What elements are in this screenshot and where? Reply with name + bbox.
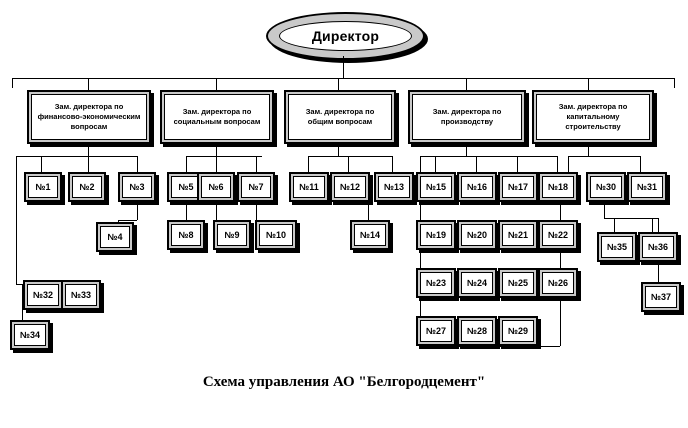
unit-9[interactable]	[213, 220, 251, 250]
unit-30-label: №30	[595, 182, 617, 192]
unit-3[interactable]	[118, 172, 156, 202]
connector-deputy2-stem	[216, 144, 217, 156]
connector-unit17-to-right-spine	[517, 202, 560, 203]
unit-27-inner	[420, 320, 452, 342]
connector-deputy5-to-unit31	[640, 156, 641, 172]
unit-10-inner	[259, 224, 293, 246]
unit-25-inner	[502, 272, 534, 294]
unit-20-label: №20	[466, 230, 488, 240]
unit-34-inner	[14, 324, 46, 346]
connector-deputy2-to-unit6	[216, 156, 217, 172]
connector-bus-to-deputy-1	[88, 78, 89, 90]
unit-7[interactable]	[237, 172, 275, 202]
connector-deputy1-to-unit1	[41, 156, 42, 172]
unit-6[interactable]	[197, 172, 235, 202]
unit-21[interactable]	[498, 220, 538, 250]
unit-19-inner	[420, 224, 452, 246]
unit-4-inner	[100, 226, 130, 248]
unit-25-label: №25	[507, 278, 529, 288]
unit-14[interactable]	[350, 220, 390, 250]
unit-35[interactable]	[597, 232, 637, 262]
connector-deputy2-bus	[186, 156, 262, 157]
unit-30[interactable]	[586, 172, 626, 202]
unit-3-inner	[122, 176, 152, 198]
connector-matrix-bottom	[420, 346, 560, 347]
unit-19-label: №19	[425, 230, 447, 240]
diagram-caption: Схема управления АО "Белгородцемент"	[202, 374, 486, 390]
unit-8-inner	[171, 224, 201, 246]
unit-21-inner	[502, 224, 534, 246]
unit-22-inner	[542, 224, 574, 246]
unit-26-inner	[542, 272, 574, 294]
unit-9-label: №9	[224, 230, 240, 240]
connector-deputy5-to-unit30	[568, 156, 569, 172]
unit-11[interactable]	[289, 172, 329, 202]
unit-16-label: №16	[466, 182, 488, 192]
connector-bus-left-cap	[12, 78, 13, 88]
connector-deputy4-to-unit15	[435, 156, 436, 172]
unit-18-label: №18	[547, 182, 569, 192]
deputy-social-label: Зам. директора по социальным вопросам	[173, 106, 261, 126]
connector-deputy1-stem	[88, 144, 89, 156]
unit-20-inner	[461, 224, 493, 246]
unit-7-label: №7	[248, 182, 264, 192]
deputy-general-label: Зам. директора по общим вопросам	[305, 106, 375, 126]
unit-26-label: №26	[547, 278, 569, 288]
unit-36[interactable]	[638, 232, 678, 262]
unit-18[interactable]	[538, 172, 578, 202]
connector-deputy1-bus	[41, 156, 137, 157]
deputy-general[interactable]	[284, 90, 396, 144]
unit-8[interactable]	[167, 220, 205, 250]
unit-37-label: №37	[650, 292, 672, 302]
unit-16[interactable]	[457, 172, 497, 202]
unit-27-label: №27	[425, 326, 447, 336]
unit-31-label: №31	[636, 182, 658, 192]
unit-29-label: №29	[507, 326, 529, 336]
unit-13-label: №13	[383, 182, 405, 192]
connector-deputy4-to-unit16	[476, 156, 477, 172]
unit-17-inner	[502, 176, 534, 198]
director-node	[266, 12, 425, 60]
unit-30-inner	[590, 176, 622, 198]
unit-36-label: №36	[647, 242, 669, 252]
unit-19[interactable]	[416, 220, 456, 250]
connector-deputy1-left-branch	[16, 156, 17, 284]
unit-37[interactable]	[641, 282, 681, 312]
unit-15-label: №15	[425, 182, 447, 192]
unit-22-label: №22	[547, 230, 569, 240]
director-label: Директор	[311, 28, 380, 44]
unit-12-label: №12	[339, 182, 361, 192]
unit-26[interactable]	[538, 268, 578, 298]
unit-24-label: №24	[466, 278, 488, 288]
connector-deputy5-lower-stem	[604, 202, 605, 218]
unit-1-label: №1	[35, 182, 51, 192]
unit-29[interactable]	[498, 316, 538, 346]
connector-deputy4-matrix-spine-top	[420, 156, 435, 157]
connector-deputy1-left-branch-top	[16, 156, 41, 157]
deputy-production[interactable]	[408, 90, 526, 144]
unit-23-label: №23	[425, 278, 447, 288]
connector-unit5-to-unit8	[186, 202, 187, 220]
unit-24[interactable]	[457, 268, 497, 298]
connector-deputy5-stem	[588, 144, 589, 156]
unit-15-inner	[420, 176, 452, 198]
deputy-capital-construction-label: Зам. директора по капитальному строительству	[558, 101, 628, 132]
connector-unit4-elbow	[118, 220, 137, 221]
unit-28-label: №28	[466, 326, 488, 336]
unit-12-inner	[334, 176, 366, 198]
connector-deputy1-to-unit3	[137, 156, 138, 172]
connector-35-36-bus	[604, 218, 658, 219]
unit-28[interactable]	[457, 316, 497, 346]
director-node-inner	[279, 21, 412, 51]
connector-deputy2-to-unit5	[186, 156, 187, 172]
unit-21-label: №21	[507, 230, 529, 240]
connector-deputy3-to-unit12	[348, 156, 349, 172]
unit-7-inner	[241, 176, 271, 198]
unit-17-label: №17	[507, 182, 529, 192]
unit-1-inner	[28, 176, 58, 198]
unit-16-inner	[461, 176, 493, 198]
connector-deputy4-to-unit17	[517, 156, 518, 172]
unit-2-inner	[72, 176, 102, 198]
unit-35-label: №35	[606, 242, 628, 252]
unit-35-inner	[601, 236, 633, 258]
deputy-production-label: Зам. директора по производству	[432, 106, 502, 126]
unit-22[interactable]	[538, 220, 578, 250]
unit-28-inner	[461, 320, 493, 342]
unit-27[interactable]	[416, 316, 456, 346]
unit-23[interactable]	[416, 268, 456, 298]
unit-25[interactable]	[498, 268, 538, 298]
unit-37-inner	[645, 286, 677, 308]
connector-unit13-to-unit14	[368, 202, 369, 220]
connector-deputy3-to-unit11	[308, 156, 309, 172]
connector-bus-to-deputy-4	[466, 78, 467, 90]
deputy-finance-economics-inner	[31, 94, 147, 140]
unit-34[interactable]	[10, 320, 50, 350]
unit-33-inner	[65, 284, 97, 306]
unit-13-inner	[378, 176, 410, 198]
unit-4-label: №4	[107, 232, 123, 242]
connector-to-unit36	[652, 218, 653, 232]
connector-unit6-to-unit9	[216, 202, 217, 220]
unit-10[interactable]	[255, 220, 297, 250]
unit-4[interactable]	[96, 222, 134, 252]
unit-10-label: №10	[265, 230, 287, 240]
deputy-social[interactable]	[160, 90, 274, 144]
connector-deputy5-bus	[568, 156, 640, 157]
unit-14-label: №14	[359, 230, 381, 240]
connector-unit3-to-unit4	[137, 202, 138, 220]
unit-6-inner	[201, 176, 231, 198]
deputy-social-inner	[164, 94, 270, 140]
unit-11-inner	[293, 176, 325, 198]
unit-29-inner	[502, 320, 534, 342]
unit-20[interactable]	[457, 220, 497, 250]
connector-unit7-to-unit10	[256, 202, 257, 220]
unit-36-inner	[642, 236, 674, 258]
connector-deputy4-to-unit18	[557, 156, 558, 172]
unit-11-label: №11	[299, 182, 319, 192]
unit-34-label: №34	[19, 330, 41, 340]
unit-1[interactable]	[24, 172, 62, 202]
connector-bus-to-deputy-2	[216, 78, 217, 90]
unit-32-inner	[27, 284, 59, 306]
unit-33-label: №33	[70, 290, 92, 300]
unit-31[interactable]	[627, 172, 667, 202]
unit-32-label: №32	[32, 290, 54, 300]
unit-6-label: №6	[208, 182, 224, 192]
unit-18-inner	[542, 176, 574, 198]
connector-to-unit35	[614, 218, 615, 232]
unit-14-inner	[354, 224, 386, 246]
unit-24-inner	[461, 272, 493, 294]
unit-2[interactable]	[68, 172, 106, 202]
unit-3-label: №3	[129, 182, 145, 192]
connector-deputy4-bus	[435, 156, 557, 157]
unit-32[interactable]	[23, 280, 63, 310]
unit-33[interactable]	[61, 280, 101, 310]
unit-8-label: №8	[178, 230, 194, 240]
deputy-capital-construction-inner	[536, 94, 650, 140]
connector-bus-to-deputy-5	[588, 78, 589, 90]
connector-main-bus	[12, 78, 674, 79]
deputy-capital-construction[interactable]	[532, 90, 654, 144]
unit-31-inner	[631, 176, 663, 198]
deputy-general-inner	[288, 94, 392, 140]
connector-deputy4-stem	[466, 144, 467, 156]
connector-director-stem	[343, 56, 344, 78]
unit-12[interactable]	[330, 172, 370, 202]
deputy-finance-economics-label: Зам. директора по финансово-экономическим вопросам	[37, 101, 141, 132]
unit-9-inner	[217, 224, 247, 246]
connector-deputy3-to-unit13	[392, 156, 393, 172]
deputy-finance-economics[interactable]	[27, 90, 151, 144]
connector-bus-to-deputy-3	[338, 78, 339, 90]
unit-15[interactable]	[416, 172, 456, 202]
connector-bus-right-cap	[674, 78, 675, 88]
unit-13[interactable]	[374, 172, 414, 202]
connector-deputy1-to-unit2	[88, 156, 89, 172]
unit-23-inner	[420, 272, 452, 294]
connector-deputy3-stem	[338, 144, 339, 156]
deputy-production-inner	[412, 94, 522, 140]
connector-deputy3-bus	[308, 156, 392, 157]
connector-deputy2-to-unit7	[256, 156, 257, 172]
unit-5-label: №5	[178, 182, 194, 192]
unit-2-label: №2	[79, 182, 95, 192]
unit-17[interactable]	[498, 172, 538, 202]
